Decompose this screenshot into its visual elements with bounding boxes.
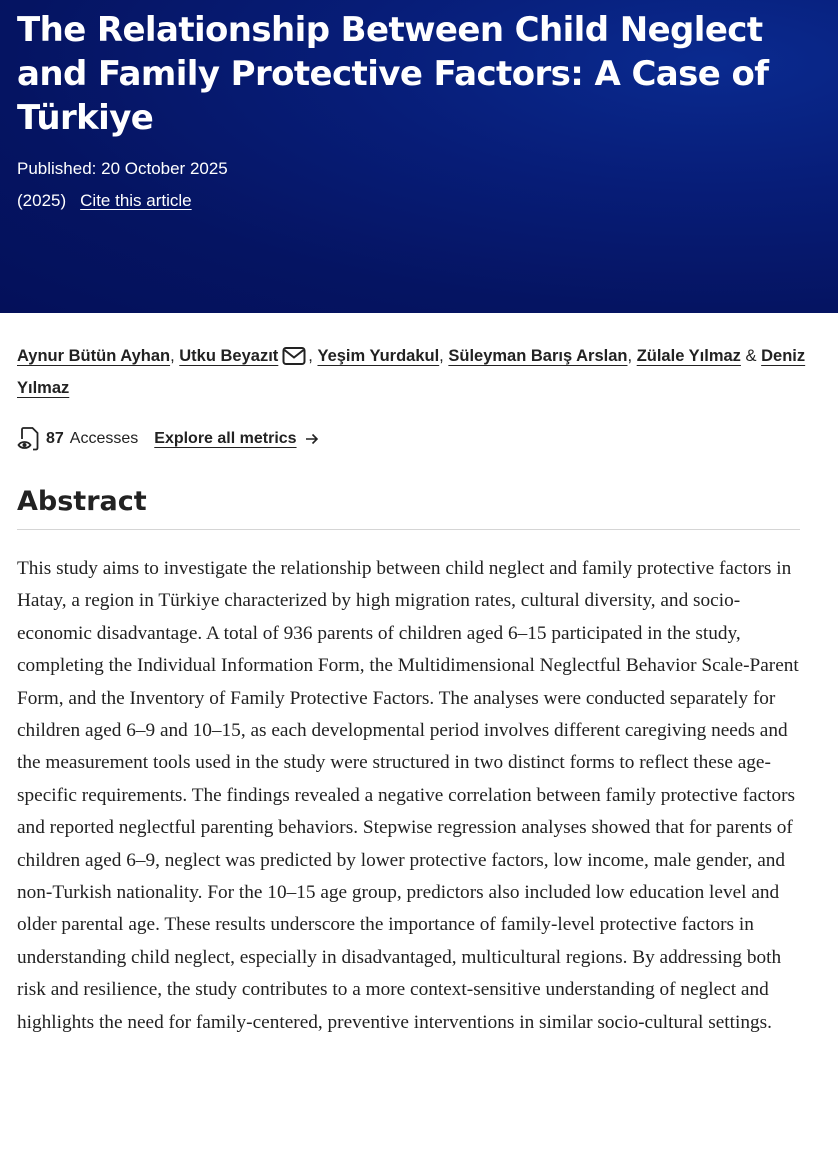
cite-article-link[interactable]: Cite this article (80, 191, 192, 210)
published-date: Published: 20 October 2025 (17, 159, 228, 178)
article-header (0, 0, 838, 313)
arrow-right-icon (305, 432, 319, 446)
author-list: Aynur Bütün Ayhan, Utku Beyazıt , Yeşim Yurdakul, Süleyman Barış Arslan, Zülale Yılmaz & Deniz Yılmaz (17, 347, 806, 397)
article-metrics (17, 424, 319, 454)
access-label: Accesses (69, 430, 139, 447)
citation-line (17, 190, 821, 212)
author-link[interactable]: Zülale Yılmaz (636, 347, 741, 365)
abstract-heading: Abstract (17, 484, 800, 530)
article-title: The Relationship Between Child Neglect and Family Protective Factors: A Case of Türkiye (17, 10, 769, 138)
access-count: 87 (46, 430, 64, 447)
author-link[interactable]: Yeşim Yurdakul (317, 347, 440, 365)
article-year: (2025) (17, 191, 67, 210)
explore-metrics-link[interactable] (154, 430, 318, 448)
explore-metrics-label: Explore all metrics (154, 430, 297, 447)
author-link[interactable]: Utku Beyazıt (179, 347, 279, 365)
eye-document-icon (17, 426, 41, 452)
author-link[interactable]: Süleyman Barış Arslan (448, 347, 628, 365)
abstract-text: This study aims to investigate the relationship between child neglect and family protective factors in Hatay, a region in Türkiye characterized by high migration rates, cultural diversity, and socio-economic disadvantage. A total of 936 parents of children aged 6–15 participated in the study, completing the Individual Information Form, the Multidimensional Neglectful Behavior Scale-Parent Form, and the Inventory of Family Protective Factors. The analyses were conducted separately for children aged 6–9 and 10–15, as each developmental period involves different caregiving needs and the measurement tools used in the study were structured in two distinct forms to reflect these age-specific requirements. The findings revealed a negative correlation between family protective factors and reported neglectful parenting behaviors. Stepwise regression analyses showed that for parents of children aged 6–9, neglect was predicted by lower protective factors, low income, male gender, and non-Turkish nationality. For the 10–15 age group, predictors also included low education level and older parental age. These results underscore the importance of family-level protective factors in understanding child neglect, especially in disadvantaged, multicultural regions. By addressing both risk and resilience, the study contributes to a more context-sensitive understanding of neglect and highlights the need for family-centered, preventive interventions in similar socio-cultural settings. (17, 558, 799, 1033)
author-link[interactable]: Deniz Yılmaz (17, 347, 806, 397)
mail-icon[interactable] (282, 346, 306, 366)
author-link[interactable]: Aynur Bütün Ayhan (17, 347, 171, 365)
